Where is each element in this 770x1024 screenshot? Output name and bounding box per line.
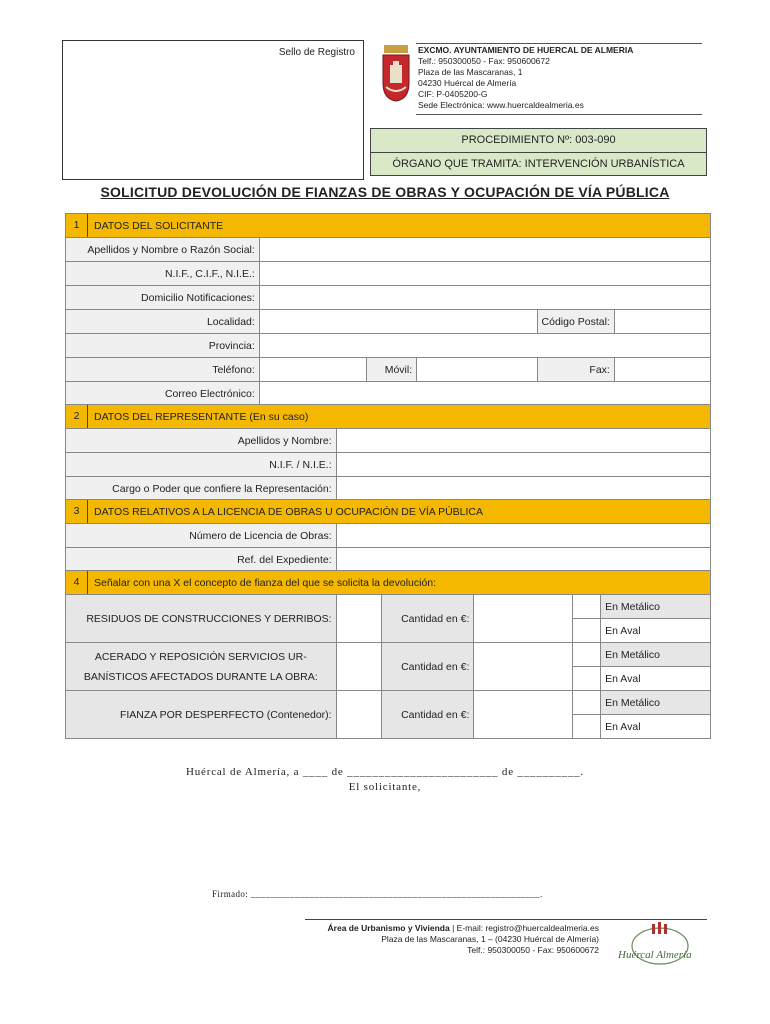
municipality-header	[418, 45, 633, 111]
telefono-field[interactable]	[259, 358, 366, 382]
domicilio-label: Domicilio Notificaciones:	[66, 286, 260, 310]
org-city: 04230 Huércal de Almería	[418, 78, 517, 88]
coat-of-arms-icon	[380, 43, 412, 103]
acerado-cantidad-field[interactable]	[474, 643, 573, 691]
registry-stamp-label: Sello de Registro	[278, 47, 355, 58]
residuos-cantidad-field[interactable]	[474, 595, 573, 643]
acerado-aval-check[interactable]	[573, 667, 601, 691]
acerado-metalico-check[interactable]	[573, 643, 601, 667]
footer-contact	[305, 923, 599, 956]
section-3-header	[66, 500, 711, 524]
expediente-field[interactable]	[336, 548, 710, 572]
section-1-header	[66, 214, 711, 238]
org-sede: Sede Electrónica: www.huercaldealmeria.es	[418, 100, 584, 110]
section-1-title: DATOS DEL SOLICITANTE	[94, 219, 224, 232]
acerado-aval-label: En Aval	[601, 667, 711, 691]
residuos-aval-label: En Aval	[601, 619, 711, 643]
footer-phone: Telf.: 950300050 - Fax: 950600672	[467, 945, 599, 955]
footer-email: | E-mail: registro@huercaldealmeria.es	[449, 923, 599, 933]
desperfecto-aval-label: En Aval	[601, 715, 711, 739]
footer-area: Área de Urbanismo y Vivienda	[327, 923, 450, 933]
rep-apellidos-field[interactable]	[336, 429, 710, 453]
section-bonds	[65, 570, 711, 739]
desperfecto-metalico-check[interactable]	[573, 691, 601, 715]
desperfecto-check[interactable]	[336, 691, 381, 739]
section-2-title: DATOS DEL REPRESENTANTE (En su caso)	[94, 410, 309, 423]
residuos-metalico-label: En Metálico	[601, 595, 711, 619]
section-2-number: 2	[66, 405, 88, 428]
header-rule	[416, 43, 702, 44]
rep-cargo-field[interactable]	[336, 477, 710, 501]
desperfecto-cantidad-label: Cantidad en €:	[381, 691, 474, 739]
form-title: SOLICITUD DEVOLUCIÓN DE FIANZAS DE OBRAS Y OCUPACIÓN DE VÍA PÚBLICA	[100, 184, 670, 200]
telefono-label: Teléfono:	[66, 358, 260, 382]
residuos-metalico-check[interactable]	[573, 595, 601, 619]
licencia-field[interactable]	[336, 524, 710, 548]
solicitante-label: El solicitante,	[348, 781, 422, 793]
procedure-number: PROCEDIMIENTO Nº: 003-090	[461, 134, 616, 146]
apellidos-field[interactable]	[259, 238, 710, 262]
footer-address: Plaza de las Mascaranas, 1 – (04230 Huércal de Almería)	[381, 934, 599, 944]
firmado-line[interactable]: Firmado: ___________________________________________________________.	[212, 889, 543, 899]
logo-text: Huércal Almería	[618, 949, 692, 961]
residuos-aval-check[interactable]	[573, 619, 601, 643]
org-name: EXCMO. AYUNTAMIENTO DE HUERCAL DE ALMERIA	[418, 45, 634, 55]
nif-field[interactable]	[259, 262, 710, 286]
section-1-number: 1	[66, 214, 88, 237]
licencia-label: Número de Licencia de Obras:	[66, 524, 337, 548]
localidad-label: Localidad:	[66, 310, 260, 334]
registry-stamp-box	[62, 40, 364, 180]
residuos-check[interactable]	[336, 595, 381, 643]
cp-field[interactable]	[614, 310, 710, 334]
desperfecto-cantidad-field[interactable]	[474, 691, 573, 739]
section-4-title: Señalar con una X el concepto de fianza del que se solicita la devolución:	[94, 576, 437, 589]
section-4-header	[66, 571, 711, 595]
section-3-title: DATOS RELATIVOS A LA LICENCIA DE OBRAS U OCUPACIÓN DE VÍA PÚBLICA	[94, 505, 484, 518]
apellidos-label: Apellidos y Nombre o Razón Social:	[66, 238, 260, 262]
desperfecto-label: FIANZA POR DESPERFECTO (Contenedor):	[66, 691, 337, 739]
desperfecto-aval-check[interactable]	[573, 715, 601, 739]
acerado-label	[66, 643, 337, 691]
desperfecto-metalico-label: En Metálico	[601, 691, 711, 715]
residuos-cantidad-label: Cantidad en €:	[381, 595, 474, 643]
signature-block	[0, 765, 770, 795]
fax-label: Fax:	[537, 358, 614, 382]
section-3-number: 3	[66, 500, 88, 523]
section-4-number: 4	[66, 571, 88, 594]
provincia-label: Provincia:	[66, 334, 260, 358]
correo-field[interactable]	[259, 382, 710, 406]
procedure-organ: ÓRGANO QUE TRAMITA: INTERVENCIÓN URBANÍSTICA	[371, 152, 706, 175]
org-street: Plaza de las Mascaranas, 1	[418, 67, 523, 77]
rep-cargo-label: Cargo o Poder que confiere la Representación:	[66, 477, 337, 501]
section-representative	[65, 404, 711, 501]
procedure-box	[370, 128, 707, 176]
acerado-label-line2: BANÍSTICOS AFECTADOS DURANTE LA OBRA:	[83, 670, 318, 683]
domicilio-field[interactable]	[259, 286, 710, 310]
footer-line-1	[305, 923, 599, 934]
huercal-logo-icon	[612, 918, 702, 968]
section-applicant	[65, 213, 711, 406]
residuos-label: RESIDUOS DE CONSTRUCCIONES Y DERRIBOS:	[66, 595, 337, 643]
rep-nif-label: N.I.F. / N.I.E.:	[66, 453, 337, 477]
acerado-cantidad-label: Cantidad en €:	[381, 643, 474, 691]
section-license	[65, 499, 711, 572]
localidad-field[interactable]	[259, 310, 537, 334]
rep-nif-field[interactable]	[336, 453, 710, 477]
place-date-line[interactable]: Huércal de Almería, a ____ de ________________________ de __________.	[186, 766, 584, 778]
acerado-metalico-label: En Metálico	[601, 643, 711, 667]
cp-label: Código Postal:	[537, 310, 614, 334]
org-cif: CIF: P-0405200-G	[418, 89, 488, 99]
acerado-check[interactable]	[336, 643, 381, 691]
fax-field[interactable]	[614, 358, 710, 382]
org-phone: Telf.: 950300050 - Fax: 950600672	[418, 56, 550, 66]
section-2-header	[66, 405, 711, 429]
movil-field[interactable]	[417, 358, 537, 382]
provincia-field[interactable]	[259, 334, 710, 358]
nif-label: N.I.F., C.I.F., N.I.E.:	[66, 262, 260, 286]
expediente-label: Ref. del Expediente:	[66, 548, 337, 572]
rep-apellidos-label: Apellidos y Nombre:	[66, 429, 337, 453]
acerado-label-line1: ACERADO Y REPOSICIÓN SERVICIOS UR-	[94, 650, 307, 663]
correo-label: Correo Electrónico:	[66, 382, 260, 406]
movil-label: Móvil:	[366, 358, 416, 382]
